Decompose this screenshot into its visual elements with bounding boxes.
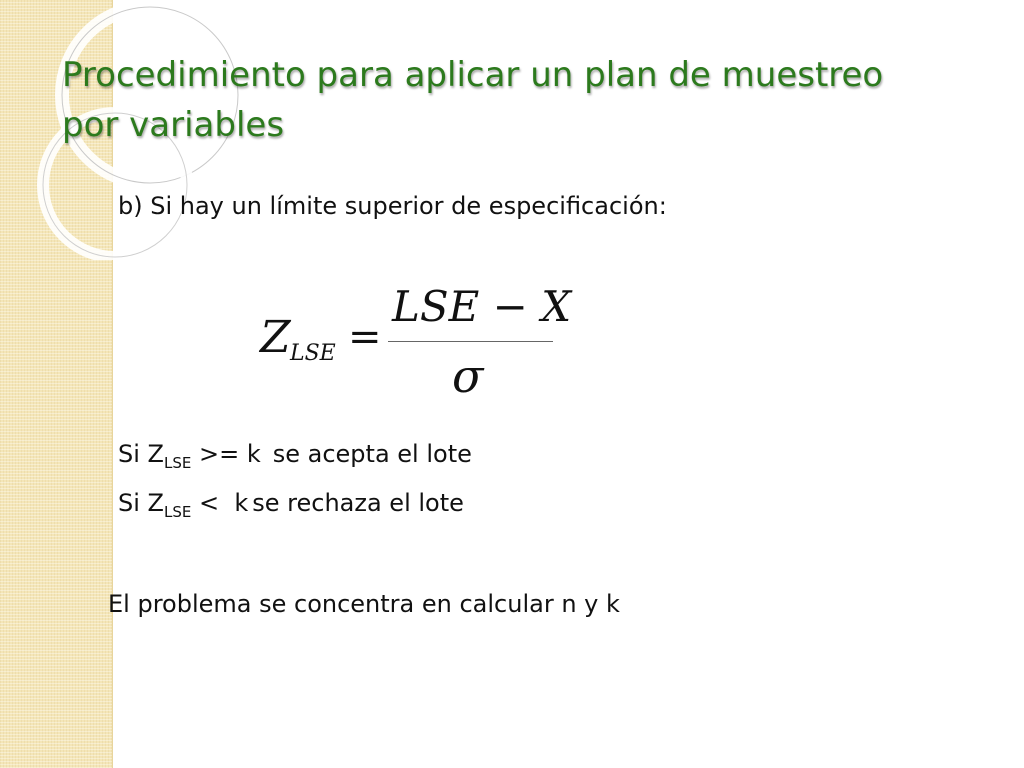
formula-equals-sign: =	[348, 314, 382, 360]
rule-prefix: Si Z	[118, 489, 164, 517]
formula-z-subscript: LSE	[290, 341, 336, 366]
slide-title	[62, 50, 982, 150]
formula-fraction-bar	[388, 341, 553, 342]
rule-prefix: Si Z	[118, 440, 164, 468]
slide-subtitle: b) Si hay un límite superior de especificación:	[118, 192, 667, 220]
slide-title-line-1: Procedimiento para aplicar un plan de muestreo	[62, 55, 884, 95]
formula-denominator-sigma: σ	[452, 349, 484, 403]
z-lse-formula	[255, 272, 572, 403]
rule-result: se acepta el lote	[272, 440, 472, 468]
acceptance-rule	[118, 438, 472, 470]
rule-operator: >= k	[198, 440, 261, 468]
rejection-rule	[118, 487, 464, 519]
formula-z-symbol: Z	[260, 312, 291, 363]
formula-numerator: LSE − X	[392, 282, 572, 331]
rule-subscript: LSE	[163, 503, 192, 521]
slide-title-line-2: por variables	[62, 105, 285, 145]
rule-subscript: LSE	[163, 454, 192, 472]
slide-conclusion: El problema se concentra en calcular n y k	[108, 590, 620, 618]
rule-result: se rechaza el lote	[252, 489, 464, 517]
rule-operator: < k	[198, 489, 249, 517]
